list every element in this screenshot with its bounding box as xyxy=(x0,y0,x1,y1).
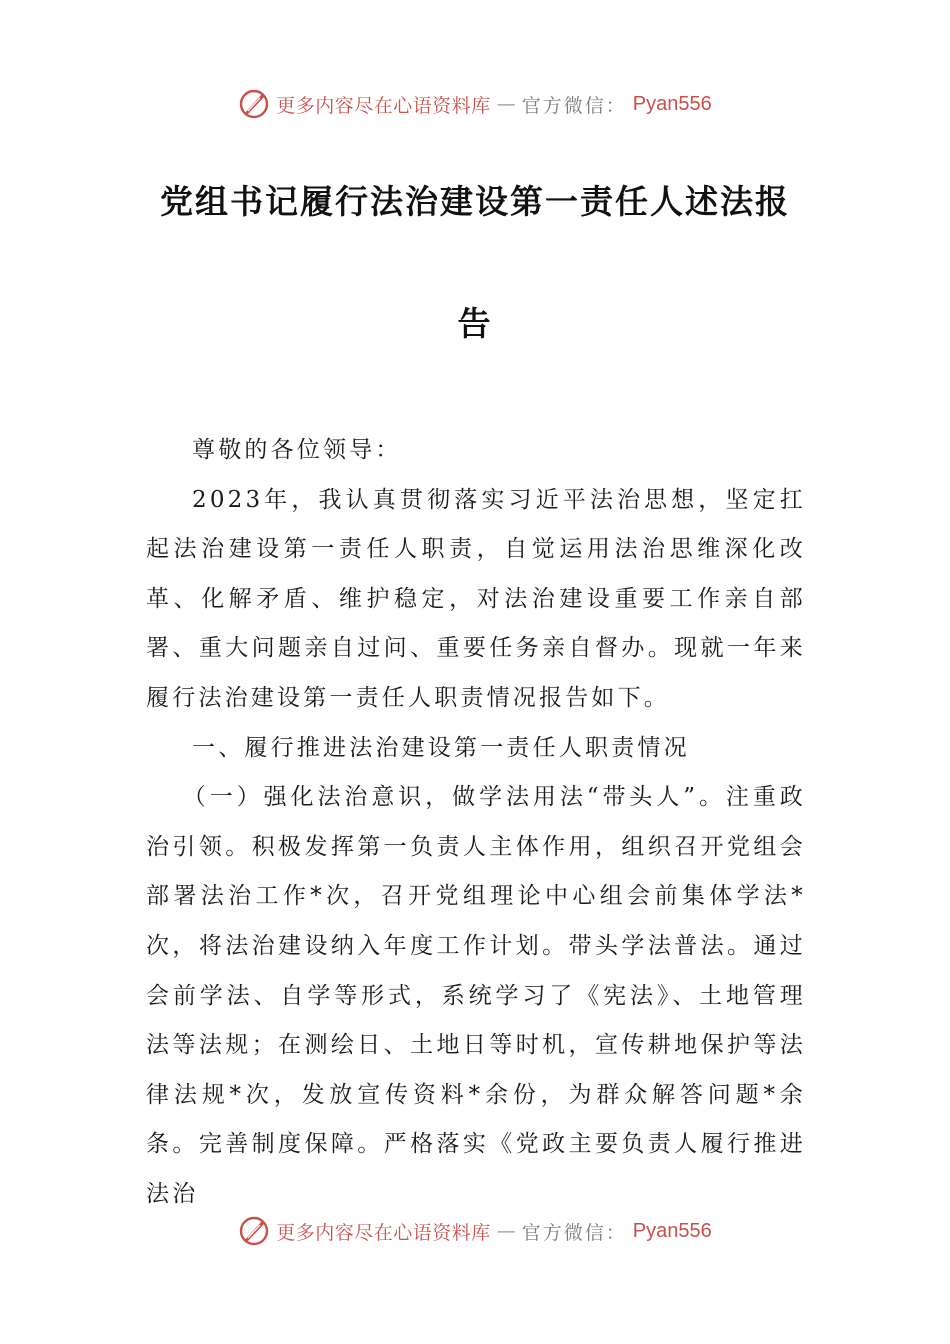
watermark-separator: — xyxy=(496,93,516,115)
watermark-wechat-id: Pyan556 xyxy=(632,92,712,115)
watermark-sub-text: 官方微信： xyxy=(521,94,627,117)
document-title-line-2: 告 xyxy=(457,304,493,343)
document-body xyxy=(146,426,806,1220)
section-heading: 一、履行推进法治建设第一责任人职责情况 xyxy=(192,734,690,761)
salutation: 尊敬的各位领导： xyxy=(192,437,402,463)
document-title-line-1: 党组书记履行法治建设第一责任人述法报 xyxy=(160,182,790,221)
watermark-main-text: 更多内容尽在心语资料库 xyxy=(276,1221,491,1244)
quill-logo-icon xyxy=(238,88,270,120)
paragraph-section-1: （一）强化法治意识，做学法用法“带头人”。注重政治引领。积极发挥第一负责人主体作用，组织召开党组会部署法治工作*次，召开党组理论中心组会前集体学法*次，将法治建设纳入年度工作计划。带头学法普法。通过会前学法、自学等形式，系统学习了《宪法》、土地管理法等法规；在测绘日、土地日等时机，宣传耕地保护等法律法规*次，发放宣传资料*余份，为群众解答问题*余条。完善制度保障。严格落实《党政主要负责人履行推进法治 xyxy=(146,784,806,1207)
watermark-footer xyxy=(0,1211,950,1251)
quill-logo-icon xyxy=(238,1215,270,1247)
watermark-sub-text: 官方微信： xyxy=(521,1221,627,1244)
watermark-separator: — xyxy=(496,1220,516,1242)
paragraph-intro: 2023年，我认真贯彻落实习近平法治思想，坚定扛起法治建设第一责任人职责，自觉运用法治思维深化改革、化解矛盾、维护稳定，对法治建设重要工作亲自部署、重大问题亲自过问、重要任务亲自督办。现就一年来履行法治建设第一责任人职责情况报告如下。 xyxy=(146,486,806,711)
watermark-header xyxy=(0,84,950,124)
watermark-main-text: 更多内容尽在心语资料库 xyxy=(276,94,491,117)
watermark-wechat-id: Pyan556 xyxy=(632,1219,712,1242)
